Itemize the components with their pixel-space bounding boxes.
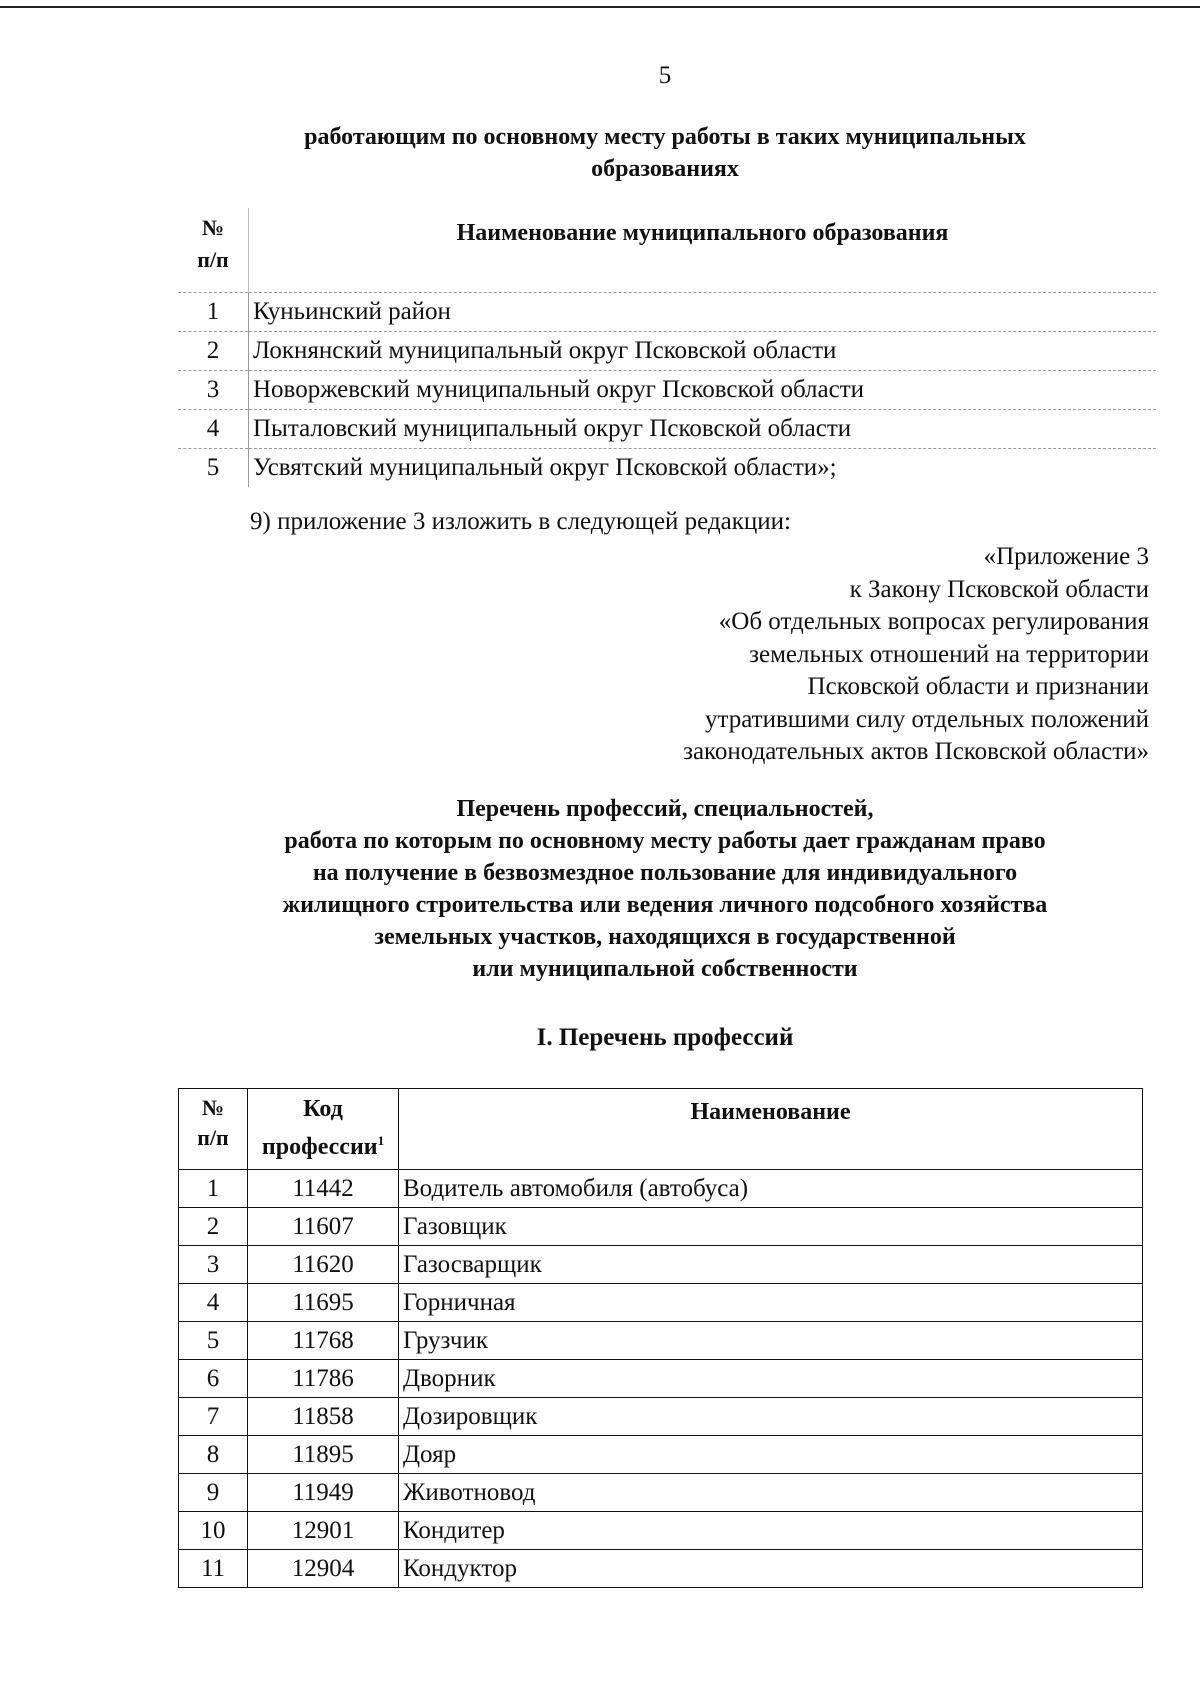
profession-name: Газовщик — [399, 1208, 1143, 1246]
list-heading-line: на получение в безвозмездное пользование для индивидуального — [312, 860, 1018, 886]
row-number: 5 — [178, 449, 249, 488]
municipality-name: Локнянский муниципальный округ Псковской области — [249, 332, 1157, 371]
list-heading — [230, 793, 1100, 985]
profession-code: 11895 — [248, 1436, 399, 1474]
header-text: п/п — [197, 247, 229, 272]
profession-code: 11786 — [248, 1360, 399, 1398]
row-number: 9 — [179, 1474, 248, 1512]
row-number: 1 — [179, 1170, 248, 1208]
column-header-name: Наименование муниципального образования — [456, 220, 949, 246]
header-text: № — [201, 1095, 225, 1120]
row-number: 8 — [179, 1436, 248, 1474]
heading-line: образованиях — [591, 156, 739, 182]
profession-code: 12901 — [248, 1512, 399, 1550]
table-row — [179, 1208, 1143, 1246]
profession-code: 11607 — [248, 1208, 399, 1246]
profession-name: Дозировщик — [399, 1398, 1143, 1436]
scan-border-line — [0, 6, 1200, 8]
table-row — [179, 1512, 1143, 1550]
municipality-name: Куньинский район — [249, 293, 1157, 332]
table-row — [179, 1360, 1143, 1398]
profession-name: Горничная — [399, 1284, 1143, 1322]
profession-code: 11949 — [248, 1474, 399, 1512]
appendix-reference-line: к Закону Псковской области — [849, 575, 1149, 603]
municipalities-table — [178, 208, 1156, 487]
header-text: № — [201, 215, 225, 240]
professions-table — [178, 1088, 1143, 1588]
row-number: 3 — [178, 371, 249, 410]
profession-name: Грузчик — [399, 1322, 1143, 1360]
section-title: I. Перечень профессий — [536, 1024, 794, 1051]
footnote-marker: 1 — [377, 1133, 385, 1148]
profession-code: 11620 — [248, 1246, 399, 1284]
profession-name: Дояр — [399, 1436, 1143, 1474]
appendix-reference-line: законодательных актов Псковской области» — [683, 738, 1149, 765]
profession-name: Кондитер — [399, 1512, 1143, 1550]
appendix-reference-line: Псковской области и признании — [807, 673, 1149, 700]
row-number: 5 — [179, 1322, 248, 1360]
list-heading-line: Перечень профессий, специальностей, — [456, 796, 874, 822]
profession-name: Животновод — [399, 1474, 1143, 1512]
profession-code: 12904 — [248, 1550, 399, 1588]
appendix-reference — [683, 541, 1149, 769]
row-number: 3 — [179, 1246, 248, 1284]
table-row — [178, 371, 1156, 410]
appendix-reference-line: «Приложение 3 — [983, 543, 1149, 570]
header-text: п/п — [197, 1125, 229, 1150]
profession-code: 11768 — [248, 1322, 399, 1360]
column-header-name: Наименование — [399, 1089, 1143, 1170]
row-number: 2 — [179, 1208, 248, 1246]
table-row — [179, 1322, 1143, 1360]
table-row — [179, 1550, 1143, 1588]
table-row — [179, 1474, 1143, 1512]
page-number: 5 — [658, 62, 672, 89]
appendix-reference-line: «Об отдельных вопросах регулирования — [718, 608, 1149, 635]
table-row — [178, 293, 1156, 332]
header-text: Код — [303, 1096, 343, 1122]
profession-code: 11858 — [248, 1398, 399, 1436]
column-header-number — [178, 208, 249, 293]
row-number: 11 — [179, 1550, 248, 1588]
table-row — [179, 1436, 1143, 1474]
profession-name: Дворник — [399, 1360, 1143, 1398]
row-number: 4 — [178, 410, 249, 449]
list-heading-line: земельных участков, находящихся в государственной — [374, 924, 956, 950]
profession-code: 11442 — [248, 1170, 399, 1208]
table-row — [179, 1246, 1143, 1284]
profession-name: Кондуктор — [399, 1550, 1143, 1588]
municipality-name: Новоржевский муниципальный округ Псковской области — [249, 371, 1157, 410]
table-row — [178, 410, 1156, 449]
table-row — [179, 1398, 1143, 1436]
appendix-reference-line: земельных отношений на территории — [749, 640, 1149, 668]
row-number: 6 — [179, 1360, 248, 1398]
list-heading-line: или муниципальной собственности — [472, 956, 858, 982]
header-text-main: профессии — [261, 1134, 378, 1160]
municipality-name: Пыталовский муниципальный округ Псковской области — [249, 410, 1157, 449]
list-heading-line: жилищного строительства или ведения личного подсобного хозяйства — [282, 892, 1048, 918]
table-row — [179, 1170, 1143, 1208]
header-text — [248, 1125, 398, 1163]
table-row — [178, 449, 1156, 488]
heading-line: работающим по основному месту работы в таких муниципальных — [304, 124, 1026, 150]
appendix-reference-line: утратившими силу отдельных положений — [704, 705, 1149, 733]
table-row — [178, 332, 1156, 371]
profession-name: Газосварщик — [399, 1246, 1143, 1284]
column-header-code — [248, 1089, 399, 1170]
section-heading-top — [230, 121, 1100, 185]
municipality-name: Усвятский муниципальный округ Псковской области»; — [249, 449, 1157, 488]
row-number: 10 — [179, 1512, 248, 1550]
row-number: 7 — [179, 1398, 248, 1436]
profession-name: Водитель автомобиля (автобуса) — [399, 1170, 1143, 1208]
row-number: 2 — [178, 332, 249, 371]
profession-code: 11695 — [248, 1284, 399, 1322]
column-header-number — [179, 1089, 248, 1170]
list-heading-line: работа по которым по основному месту работы дает гражданам право — [284, 828, 1046, 854]
row-number: 4 — [179, 1284, 248, 1322]
table-row — [179, 1284, 1143, 1322]
row-number: 1 — [178, 293, 249, 332]
paragraph-9: 9) приложение 3 изложить в следующей редакции: — [250, 508, 791, 535]
